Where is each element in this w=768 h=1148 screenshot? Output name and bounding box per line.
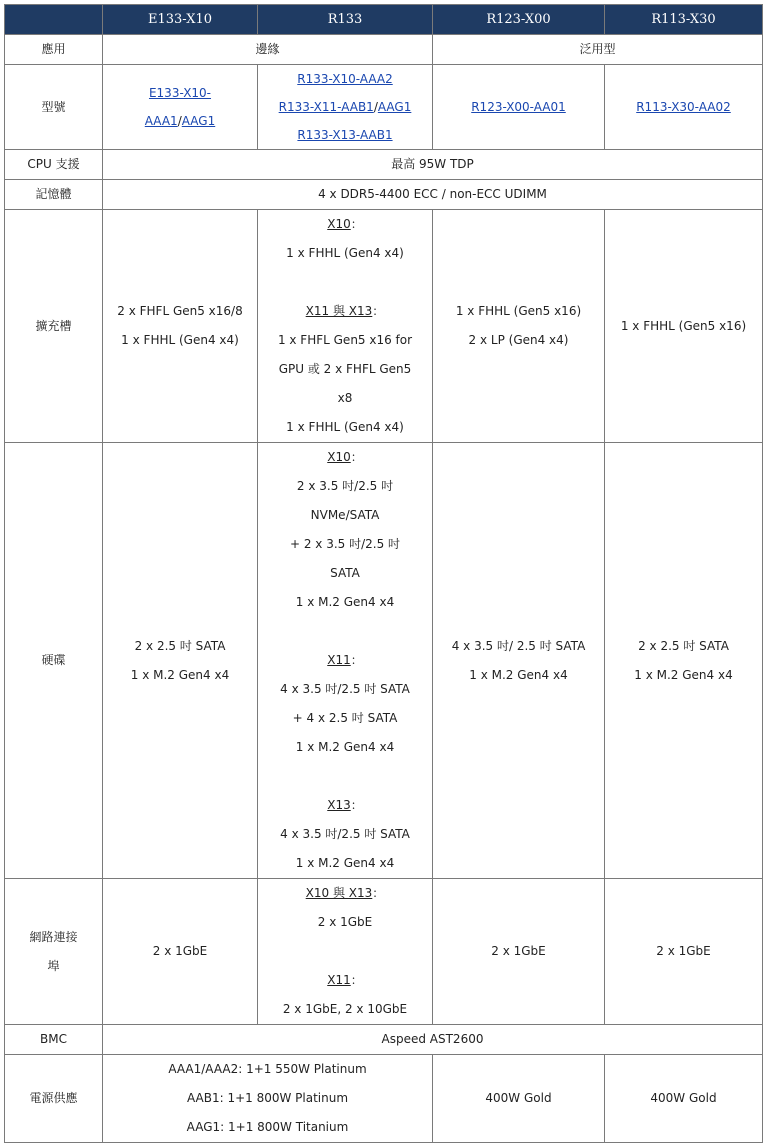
slots-r133-line: 1 x FHHL (Gen4 x4) <box>286 246 404 260</box>
spacer <box>262 268 428 297</box>
slots-r133-line: 1 x FHFL Gen5 x16 for <box>277 333 413 347</box>
cell-storage-r123 <box>433 443 605 879</box>
header-r123-x00: R123-X00 <box>433 5 605 35</box>
cell-psu-r123: 400W Gold <box>433 1055 605 1143</box>
cell-storage-r133 <box>258 443 433 879</box>
row-memory <box>5 180 763 210</box>
model-link-e133-aag1[interactable]: AAG1 <box>181 114 216 128</box>
variant-heading-x10: X10 <box>327 450 351 464</box>
model-link-r133-x11-aag1[interactable]: AAG1 <box>377 100 412 114</box>
spec-comparison-table <box>4 4 763 1143</box>
storage-r133-line: 1 x M.2 Gen4 x4 <box>295 856 395 870</box>
storage-r113-line: 1 x M.2 Gen4 x4 <box>634 667 733 682</box>
row-label-network <box>5 879 103 1025</box>
heading-colon: ： <box>372 886 385 900</box>
variant-heading-x11: X11 <box>327 653 351 667</box>
storage-r133-line: + 4 x 2.5 吋 SATA <box>292 711 398 725</box>
cell-application-edge: 邊緣 <box>103 35 433 65</box>
network-label-line: 網路連接 <box>29 929 78 944</box>
heading-colon: ： <box>350 973 363 987</box>
cell-slots-e133 <box>103 210 258 443</box>
variant-heading-x13: X13 <box>327 798 351 812</box>
storage-r133-line: 1 x M.2 Gen4 x4 <box>295 595 395 609</box>
cell-network-r133 <box>258 879 433 1025</box>
variant-heading-x11: X11 <box>327 973 351 987</box>
cell-model-r113 <box>605 65 763 150</box>
row-label-storage: 硬碟 <box>5 443 103 879</box>
cell-psu-r113: 400W Gold <box>605 1055 763 1143</box>
cell-cpu-value: 最高 95W TDP <box>103 150 763 180</box>
storage-r133-line: 1 x M.2 Gen4 x4 <box>295 740 395 754</box>
row-bmc <box>5 1025 763 1055</box>
row-model <box>5 65 763 150</box>
slots-r123-line: 1 x FHHL (Gen5 x16) <box>455 304 582 318</box>
slots-r133-line: x8 <box>337 391 353 405</box>
cell-psu-edge <box>103 1055 433 1143</box>
storage-r133-line: 4 x 3.5 吋/2.5 吋 SATA <box>280 827 410 841</box>
cell-slots-r133 <box>258 210 433 443</box>
storage-e133-line: 1 x M.2 Gen4 x4 <box>130 667 230 682</box>
row-label-memory: 記憶體 <box>5 180 103 210</box>
row-label-power-supply: 電源供應 <box>5 1055 103 1143</box>
spacer <box>262 937 428 966</box>
row-label-bmc: BMC <box>5 1025 103 1055</box>
storage-r133-line: + 2 x 3.5 吋/2.5 吋 <box>289 537 401 551</box>
cell-network-e133: 2 x 1GbE <box>103 879 258 1025</box>
model-link-e133-aaa1[interactable]: AAA1 <box>144 114 178 128</box>
storage-r123-line: 4 x 3.5 吋/ 2.5 吋 SATA <box>451 638 586 653</box>
model-link-r113-x30-aa02[interactable]: R113-X30-AA02 <box>636 100 731 114</box>
row-label-expansion-slots: 擴充槽 <box>5 210 103 443</box>
heading-colon: ： <box>350 798 363 812</box>
storage-e133-line: 2 x 2.5 吋 SATA <box>134 638 226 653</box>
cell-application-general: 泛用型 <box>433 35 763 65</box>
header-r113-x30: R113-X30 <box>605 5 763 35</box>
header-e133-x10: E133-X10 <box>103 5 258 35</box>
heading-colon: ： <box>350 653 363 667</box>
heading-colon: ： <box>372 304 385 318</box>
header-corner-cell <box>5 5 103 35</box>
row-expansion-slots <box>5 210 763 443</box>
row-power-supply <box>5 1055 763 1143</box>
variant-heading-x10-x13: X10 與 X13 <box>305 886 373 900</box>
header-row <box>5 5 763 35</box>
storage-r133-line: SATA <box>330 566 360 580</box>
cell-storage-r113 <box>605 443 763 879</box>
variant-heading-x10: X10 <box>327 217 351 231</box>
cell-network-r123: 2 x 1GbE <box>433 879 605 1025</box>
psu-edge-line: AAA1/AAA2: 1+1 550W Platinum <box>168 1062 367 1076</box>
model-link-r133-x13-aab1[interactable]: R133-X13-AAB1 <box>297 128 393 142</box>
cell-model-e133 <box>103 65 258 150</box>
row-storage <box>5 443 763 879</box>
storage-r123-line: 1 x M.2 Gen4 x4 <box>469 667 568 682</box>
header-r133: R133 <box>258 5 433 35</box>
model-separator: / <box>373 100 378 114</box>
row-label-application: 應用 <box>5 35 103 65</box>
heading-colon: ： <box>350 217 363 231</box>
slots-e133-line: 2 x FHFL Gen5 x16/8 <box>117 304 243 318</box>
network-r133-line: 2 x 1GbE <box>317 915 373 929</box>
network-r133-line: 2 x 1GbE, 2 x 10GbE <box>282 1002 408 1016</box>
model-link-e133-x10[interactable]: E133-X10- <box>148 86 212 100</box>
slots-r113-line: 1 x FHHL (Gen5 x16) <box>620 318 747 333</box>
cell-bmc-value: Aspeed AST2600 <box>103 1025 763 1055</box>
storage-r113-line: 2 x 2.5 吋 SATA <box>638 638 729 653</box>
storage-r133-line: 2 x 3.5 吋/2.5 吋 <box>296 479 394 493</box>
model-link-r123-x00-aa01[interactable]: R123-X00-AA01 <box>471 100 566 114</box>
variant-heading-x11-x13: X11 與 X13 <box>305 304 373 318</box>
network-label-line: 埠 <box>47 958 60 973</box>
row-application <box>5 35 763 65</box>
storage-r133-line: NVMe/SATA <box>310 508 380 522</box>
spacer <box>262 617 428 646</box>
psu-edge-line: AAB1: 1+1 800W Platinum <box>186 1091 349 1105</box>
cell-model-r133 <box>258 65 433 150</box>
row-label-model: 型號 <box>5 65 103 150</box>
heading-colon: ： <box>350 450 363 464</box>
row-cpu <box>5 150 763 180</box>
storage-r133-line: 4 x 3.5 吋/2.5 吋 SATA <box>280 682 410 696</box>
slots-r133-line: GPU 或 2 x FHFL Gen5 <box>278 362 412 376</box>
slots-r123-line: 2 x LP (Gen4 x4) <box>468 333 569 347</box>
slots-r133-line: 1 x FHHL (Gen4 x4) <box>286 420 404 434</box>
row-network <box>5 879 763 1025</box>
model-link-r133-x11-aab1[interactable]: R133-X11-AAB1 <box>278 100 374 114</box>
cell-network-r113: 2 x 1GbE <box>605 879 763 1025</box>
model-link-r133-x10-aaa2[interactable]: R133-X10-AAA2 <box>297 72 393 86</box>
psu-edge-line: AAG1: 1+1 800W Titanium <box>186 1120 349 1134</box>
spacer <box>262 762 428 791</box>
cell-slots-r113 <box>605 210 763 443</box>
cell-slots-r123 <box>433 210 605 443</box>
row-label-cpu: CPU 支援 <box>5 150 103 180</box>
model-separator: / <box>177 114 182 128</box>
cell-memory-value: 4 x DDR5-4400 ECC / non-ECC UDIMM <box>103 180 763 210</box>
cell-storage-e133 <box>103 443 258 879</box>
cell-model-r123 <box>433 65 605 150</box>
slots-e133-line: 1 x FHHL (Gen4 x4) <box>121 333 239 347</box>
